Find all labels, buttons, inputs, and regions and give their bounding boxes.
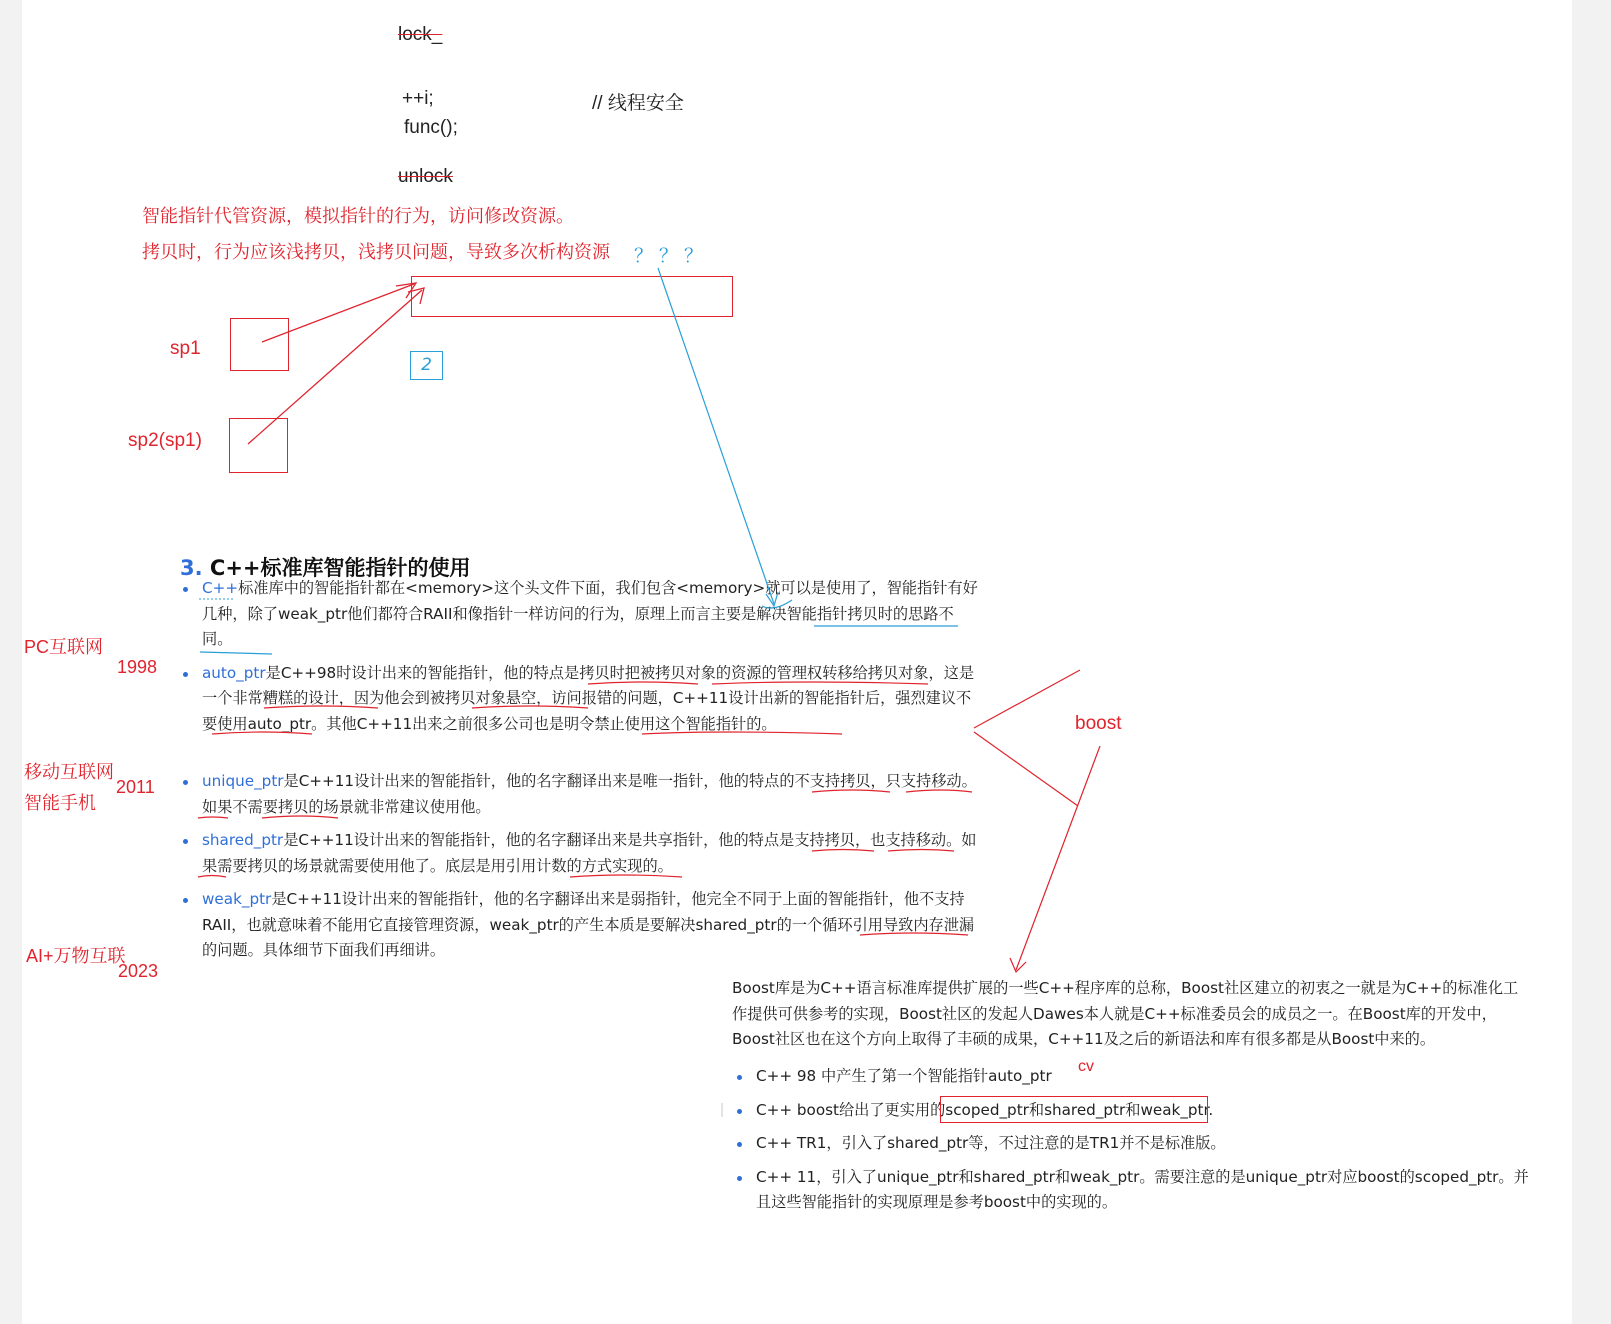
bullet-auto-ptr-text: 是C++98时设计出来的智能指针，他的特点是拷贝时把被拷贝对象的资源的管理权转移给拷贝对象，这是一个非常糟糕的设计，因为他会到被拷贝对象悬空，访问报错的问题，C++11设计出新的智能指针后，强烈建议不要使用auto_ptr。其他C++11出来之前很多公司也是明令禁止使用这个智能指针的。 (202, 663, 975, 733)
auto-ptr-underline-3 (212, 732, 842, 734)
auto-ptr-underline-1 (588, 682, 928, 684)
boost-paragraph: Boost库是为C++语言标准库提供扩展的一些C++程序库的总称，Boost社区建立的初衷之一就是为C++的标准化工作提供可供参考的实现，Boost社区的发起人Dawes本人就是C++标准委员会的成员之一。在Boost库的开发中，Boost社区也在这个方向上取得了丰硕的成果，C++11及之后的新语法和库有很多都是从Boost中来的。 (732, 979, 1519, 1048)
weak-ptr-underline (860, 933, 968, 935)
unique-ptr-underline-2 (198, 816, 338, 818)
bullet-weak-ptr-text: 是C++11设计出来的智能指针，他的名字翻译出来是弱指针，他完全不同于上面的智能指针，他不支持RAII，也就意味着不能用它直接管理资源，weak_ptr的产生本质是要解决shared_ptr的一个循环引用导致内存泄漏的问题。具体细节下面我们再细讲。 (202, 890, 975, 959)
weak-ptr-link[interactable]: weak_ptr (202, 890, 272, 908)
lock-text: lock_ (398, 24, 443, 45)
sp2-label: sp2(sp1) (128, 430, 202, 451)
bullet-cpp-text: 标准库中的智能指针都在<memory>这个头文件下面，我们包含<memory>就可以是使用了，智能指针有好几种，除了weak_ptr他们都符合RAII和像指针一样访问的行为，原理上而言主要是解决智能指针拷贝时的思路不同。 (202, 579, 978, 648)
boost-bracket-bottom (974, 732, 1078, 806)
auto-ptr-link[interactable]: auto_ptr (202, 663, 266, 682)
note-line-1: 智能指针代管资源，模拟指针的行为，访问修改资源。 (142, 206, 574, 227)
boost-bullet-boost: C++ boost给出了更实用的scoped_ptr和shared_ptr和weak_ptr. (732, 1098, 1542, 1124)
auto-ptr-underline-2 (264, 706, 588, 708)
year-2023-label: 2023 (118, 961, 159, 981)
annotation-strokes (22, 0, 1572, 1324)
shared-ptr-underline-2 (198, 875, 682, 877)
cpp-link[interactable]: C++ (202, 579, 239, 597)
bullet-shared-ptr-text: 是C++11设计出来的智能指针，他的名字翻译出来是共享指针，他的特点是支持拷贝，也支持移动。如果需要拷贝的场景就需要使用他了。底层是用引用计数的方式实现的。 (202, 831, 977, 875)
boost-arrow (1016, 746, 1100, 970)
boost-bracket-top (974, 670, 1080, 728)
func-call-text: func(); (404, 117, 458, 138)
smartphone-label: 智能手机 (24, 793, 96, 813)
idea-end-underline (200, 652, 272, 654)
unique-ptr-link[interactable]: unique_ptr (202, 772, 284, 790)
boost-bullet-tr1: C++ TR1，引入了shared_ptr等，不过注意的是TR1并不是标准版。 (732, 1131, 1542, 1157)
note-line-2: 拷贝时，行为应该浅拷贝，浅拷贝问题，导致多次析构资源 (142, 242, 610, 263)
question-hook (762, 600, 792, 608)
shared-ptr-link[interactable]: shared_ptr (202, 831, 284, 849)
year-1998-label: 1998 (117, 657, 158, 677)
cv-label: cv (1078, 1058, 1094, 1075)
thread-safe-comment: // 线程安全 (592, 93, 684, 114)
section-title: C++标准库智能指针的使用 (209, 556, 471, 580)
ai-iot-label: AI+万物互联 (26, 946, 126, 966)
unlock-text: unlock (398, 166, 453, 187)
question-marks: ？？？ (634, 245, 710, 267)
bullet-unique-ptr-text: 是C++11设计出来的智能指针，他的名字翻译出来是唯一指针，他的特点的不支持拷贝，只支持移动。如果不需要拷贝的场景就非常建议使用他。 (202, 772, 977, 816)
shared-ptr-underline-1 (812, 850, 954, 852)
refcount-box: 2 (410, 351, 443, 380)
pc-internet-label: PC互联网 (24, 637, 104, 657)
sp2-arrow (248, 290, 422, 444)
increment-text: ++i; (402, 88, 434, 109)
year-2011-label: 2011 (116, 777, 155, 797)
mobile-internet-label: 移动互联网 (24, 762, 114, 782)
section-number: 3. (180, 556, 203, 580)
note-page (22, 0, 1572, 1324)
question-arrow (658, 268, 774, 604)
boost-label: boost (1075, 713, 1122, 734)
boost-bullet-cpp98: C++ 98 中产生了第一个智能指针auto_ptr (732, 1064, 1542, 1090)
unique-ptr-underline-1 (812, 790, 972, 792)
sp1-label: sp1 (170, 338, 201, 359)
boost-bullet-cpp11: C++ 11，引入了unique_ptr和shared_ptr和weak_ptr。需要注意的是unique_ptr对应boost的scoped_ptr。并且这些智能指针的实现原理是参考boost中的实现的。 (732, 1165, 1542, 1216)
sp1-arrow (262, 284, 414, 342)
